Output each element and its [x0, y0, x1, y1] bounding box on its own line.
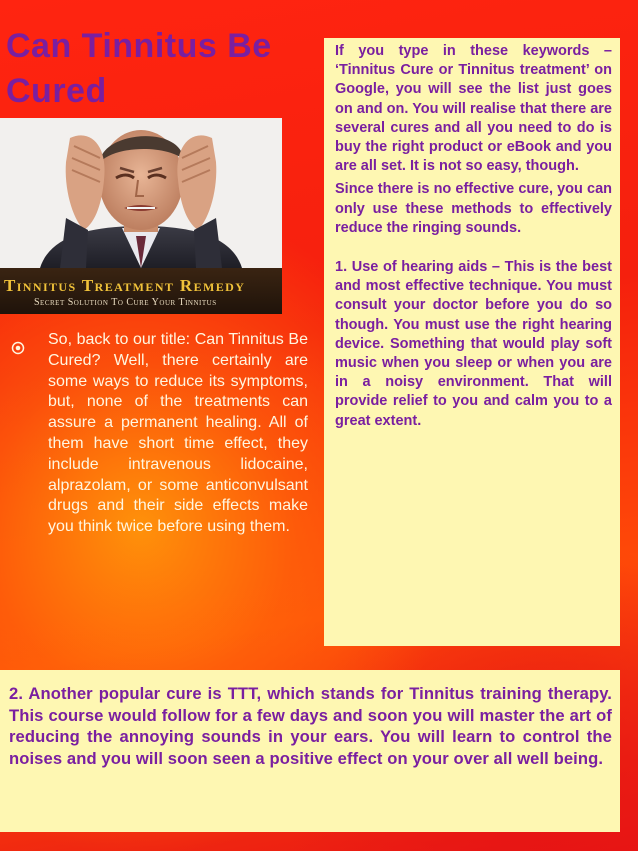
- hearing-aids-paragraph: 1. Use of hearing aids – This is the best and most effective technique. You must consult your doctor before you do so though. You must use the right hearing device. Something that would play soft music when you sleep or when you are in a noisy environment. That will provide relief to you and calm you to a great extent.: [335, 259, 612, 429]
- bottom-text-box: [0, 670, 620, 832]
- circle-bullet-icon: [11, 341, 27, 357]
- image-banner: [0, 268, 282, 314]
- intro-paragraph: If you type in these keywords – ‘Tinnitus Cure or Tinnitus treatment’ on Google, you will see the list just goes on and on. You will realise that there are several cures and all you need to do is buy the right product or eBook and you are all set. It is not so easy, though.: [335, 43, 612, 175]
- banner-subtitle: Secret Solution To Cure Your Tinnitus: [34, 297, 217, 308]
- tinnitus-photo: [0, 118, 282, 314]
- ttt-paragraph: 2. Another popular cure is TTT, which stands for Tinnitus training therapy. This course would follow for a few days and soon you will master the art of reducing the annoying sounds in your ears. You will learn to control the noises and you will soon seen a positive effect on your over all well being.: [9, 684, 612, 769]
- man-covering-ears-illustration: [0, 118, 282, 268]
- right-text-box: [324, 38, 620, 646]
- banner-title: Tinnitus Treatment Remedy: [4, 276, 246, 295]
- page-title: Can Tinnitus Be Cured: [6, 27, 272, 110]
- no-cure-paragraph: Since there is no effective cure, you can only use these methods to effectively reduce the ringing sounds.: [335, 181, 612, 236]
- left-bullet-text: So, back to our title: Can Tinnitus Be Cured? Well, there certainly are some ways to reduce its symptoms, but, none of the treatments can assure a permanent healing. All of them have short time effect, they include intravenous lidocaine, alprazolam, or some anticonvulsant drugs and their side effects make you think twice before using them.: [48, 331, 308, 536]
